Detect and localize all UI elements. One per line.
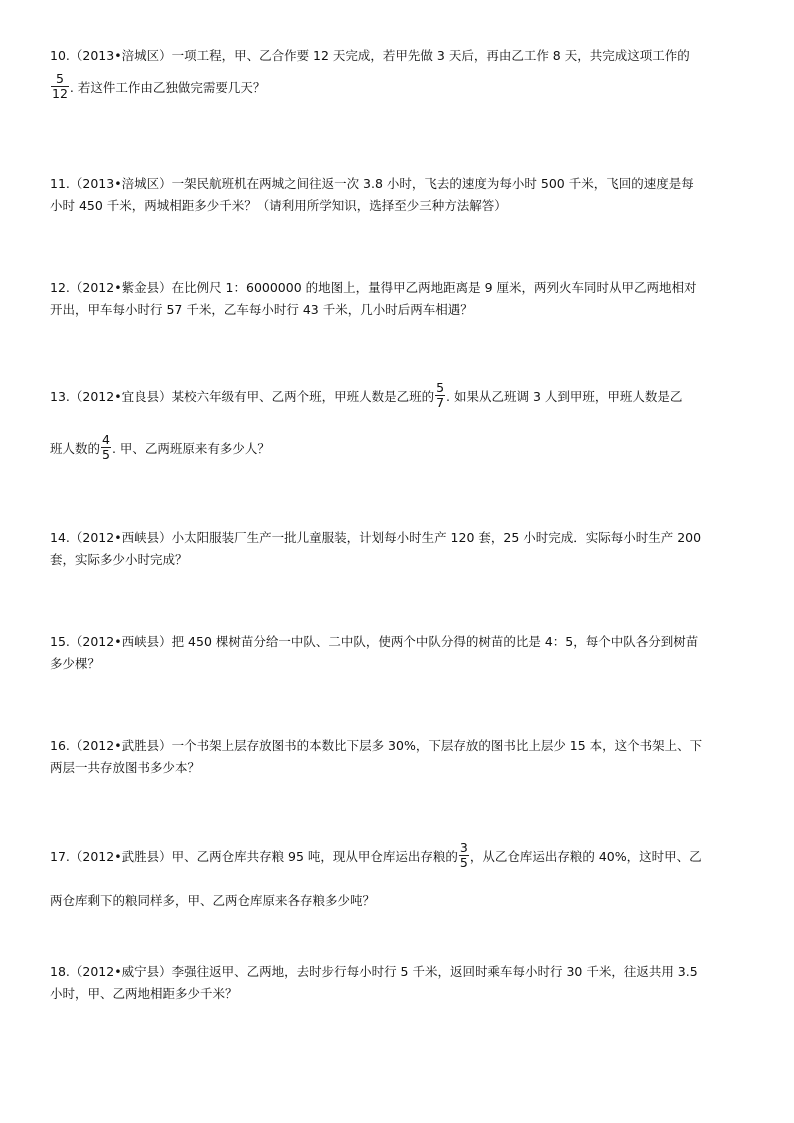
question-line xyxy=(50,432,750,464)
fraction xyxy=(51,72,69,101)
question-text: 10.（2013•涪城区）一项工程，甲、乙合作要 12 天完成，若甲先做 3 天后，再由乙工作 8 天，共完成这项工作的 xyxy=(50,48,690,63)
question-text: 12.（2012•紫金县）在比例尺 1：6000000 的地图上，量得甲乙两地距离是 9 厘米，两列火车同时从甲乙两地相对 xyxy=(50,280,697,295)
question-text: 班人数的 xyxy=(50,441,101,456)
fraction-numerator: 5 xyxy=(436,380,445,395)
question-line xyxy=(50,655,750,671)
question-line xyxy=(50,759,750,775)
question-line xyxy=(50,636,750,649)
question-q18 xyxy=(50,966,750,1000)
question-line xyxy=(50,301,750,317)
question-text: 套，实际多少小时完成？ xyxy=(50,551,188,567)
question-line xyxy=(50,740,750,753)
question-text: 15.（2012•西峡县）把 450 棵树苗分给一中队、二中队，使两个中队分得的树苗的比是 4：5，每个中队各分到树苗 xyxy=(50,634,699,649)
question-line xyxy=(50,551,750,567)
question-q14 xyxy=(50,532,750,566)
question-text: 小时，甲、乙两地相距多少千米？ xyxy=(50,985,238,1001)
question-text: 16.（2012•武胜县）一个书架上层存放图书的本数比下层多 30%，下层存放的图书比上层少 15 本，这个书架上、下 xyxy=(50,738,703,753)
question-line xyxy=(50,282,750,295)
question-line xyxy=(50,70,750,103)
question-line xyxy=(50,966,750,979)
fraction-numerator: 5 xyxy=(51,72,69,87)
question-text: . 如果从乙班调 3 人到甲班，甲班人数是乙 xyxy=(446,389,683,404)
question-line xyxy=(50,985,750,1001)
fraction-denominator: 5 xyxy=(459,855,468,870)
question-text: 13.（2012•宜良县）某校六年级有甲、乙两个班，甲班人数是乙班的 xyxy=(50,389,435,404)
question-line xyxy=(50,178,750,191)
question-q16 xyxy=(50,740,750,774)
question-text: 小时 450 千米，两城相距多少千米？（请利用所学知识，选择至少三种方法解答） xyxy=(50,197,507,213)
question-text: 14.（2012•西峡县）小太阳服装厂生产一批儿童服装，计划每小时生产 120 套，25 小时完成．实际每小时生产 200 xyxy=(50,530,702,545)
question-text: 开出，甲车每小时行 57 千米，乙车每小时行 43 千米，几小时后两车相遇？ xyxy=(50,301,473,317)
question-text: 18.（2012•威宁县）李强往返甲、乙两地，去时步行每小时行 5 千米，返回时乘车每小时行 30 千米，往返共用 3.5 xyxy=(50,964,698,979)
question-line xyxy=(50,197,750,213)
fraction-denominator: 7 xyxy=(436,395,445,410)
fraction xyxy=(435,381,445,410)
fraction-numerator: 3 xyxy=(459,840,468,855)
question-q12 xyxy=(50,282,750,316)
question-line xyxy=(50,840,750,872)
fraction xyxy=(101,433,111,462)
fraction-denominator: 12 xyxy=(52,85,68,101)
question-q13 xyxy=(50,380,750,464)
question-text: . 若这件工作由乙独做完需要几天？ xyxy=(69,79,266,95)
question-line xyxy=(50,532,750,545)
question-text: 11.（2013•涪城区）一架民航班机在两城之间往返一次 3.8 小时，飞去的速度为每小时 500 千米，飞回的速度是每 xyxy=(50,176,694,191)
question-text: ，从乙仓库运出存粮的 40%，这时甲、乙 xyxy=(469,849,702,864)
question-text: . 甲、乙两班原来有多少人？ xyxy=(111,441,270,456)
question-line xyxy=(50,380,750,412)
question-text: 两仓库剩下的粮同样多，甲、乙两仓库原来各存粮多少吨？ xyxy=(50,893,376,908)
question-q17 xyxy=(50,840,750,908)
question-line xyxy=(50,50,750,63)
question-q10 xyxy=(50,50,750,103)
question-q15 xyxy=(50,636,750,670)
question-text: 两层一共存放图书多少本？ xyxy=(50,759,201,775)
question-text: 多少棵？ xyxy=(50,655,101,671)
question-line xyxy=(50,895,750,908)
fraction-denominator: 5 xyxy=(102,447,110,462)
fraction-numerator: 4 xyxy=(102,432,110,447)
question-q11 xyxy=(50,178,750,212)
fraction xyxy=(459,841,469,870)
question-text: 17.（2012•武胜县）甲、乙两仓库共存粮 95 吨，现从甲仓库运出存粮的 xyxy=(50,849,458,864)
